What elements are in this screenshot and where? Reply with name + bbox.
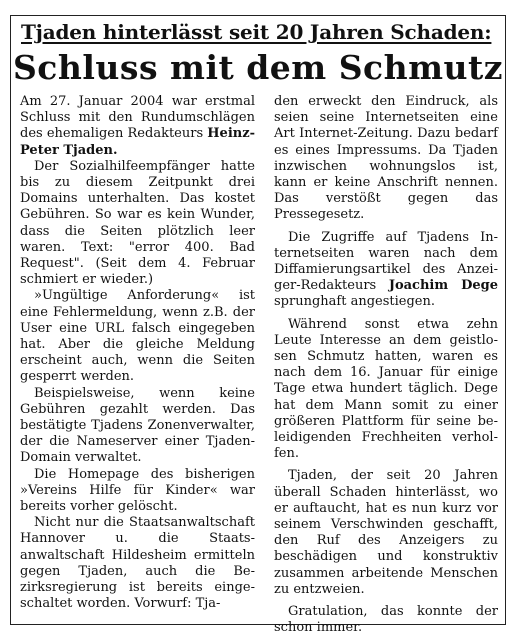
paragraph: Tjaden, der seit 20 Jahren überall Schaden hinterlässt, wo er auftaucht, hat es nun kurz vor seinem Verschwinden geschafft, den Ruf des Anzeigers zu beschädigen und konstruktiv zusammen arbeitende Menschen zu entzweien. [274, 468, 498, 597]
paragraph: den erweckt den Eindruck, als seien seine Internetseiten eine Art Internet-Zeitung. Dazu bedarf es eines Impressums. Da Tjaden inzwischen wohnungslos ist, kann er keine Anschrift nennen. Das verstößt gegen das Pressegesetz. [274, 94, 498, 223]
paragraph: Der Sozialhilfeempfänger hatte bis zu diesem Zeitpunkt drei Domains unterhalten. Das kostet Gebühren. So war es kein Wunder, dass die Seiten plötzlich leer waren. Text: "error 400. Bad Request". (Seit dem 4. Februar schmiert er wieder.) [20, 158, 255, 288]
paragraph: »Ungültige Anforderung« ist eine Fehlermeldung, wenn z.B. der User eine URL falsch eingegeben hat. Aber die gleiche Meldung erscheint auch, wenn die Seiten gesperrt werden. [20, 288, 255, 385]
paragraph: Gratulation, das konnte der schon immer. [274, 604, 498, 636]
article-kicker: Tjaden hinterlässt seit 20 Jahren Schaden: [21, 20, 492, 44]
person-name-dege: Joachim Dege [388, 278, 498, 294]
article-column-right [274, 94, 498, 637]
article-column-left [20, 94, 255, 613]
paragraph-text: Die Zugriffe auf Tjadens Internetseiten waren nach dem Diffamierungsartikel des Anzeiger-Redakteurs [274, 229, 498, 294]
paragraph-intro [20, 94, 255, 159]
intro-text: Am 27. Januar 2004 war erstmal Schluss mit den Rundumschlägen des ehemaligen Redakteurs [20, 94, 255, 142]
person-name-tjaden: Heinz-Peter Tjaden. [20, 126, 255, 158]
article-headline: Schluss mit dem Schmutz [12, 48, 504, 87]
paragraph: Die Homepage des bisherigen »Vereins Hilfe für Kinder« war bereits vorher gelöscht. [20, 466, 255, 515]
paragraph: Beispielsweise, wenn keine Gebühren gezahlt werden. Das bestätigte Tjadens Zonenverwalter, der die Nameserver einer Tjaden-Domain verwaltet. [20, 385, 255, 466]
paragraph [274, 230, 498, 311]
newspaper-clipping [10, 15, 506, 636]
paragraph: Nicht nur die Staatsanwaltschaft Hannover u. die Staatsanwaltschaft Hildesheim ermitteln gegen Tjaden, auch die Bezirksregierung ist bereits eingeschaltet worden. Vorwurf: Tja- [20, 515, 255, 612]
paragraph: Während sonst etwa zehn Leute Interesse an dem geistlosen Schmutz hatten, waren es nach dem 16. Januar für einige Tage etwa hundert täglich. Dege hat dem Mann somit zu einer größeren Plattform für seine beleidigenden Frechheiten verholfen. [274, 316, 498, 462]
paragraph-text-end: sprunghaft angestiegen. [274, 294, 435, 310]
